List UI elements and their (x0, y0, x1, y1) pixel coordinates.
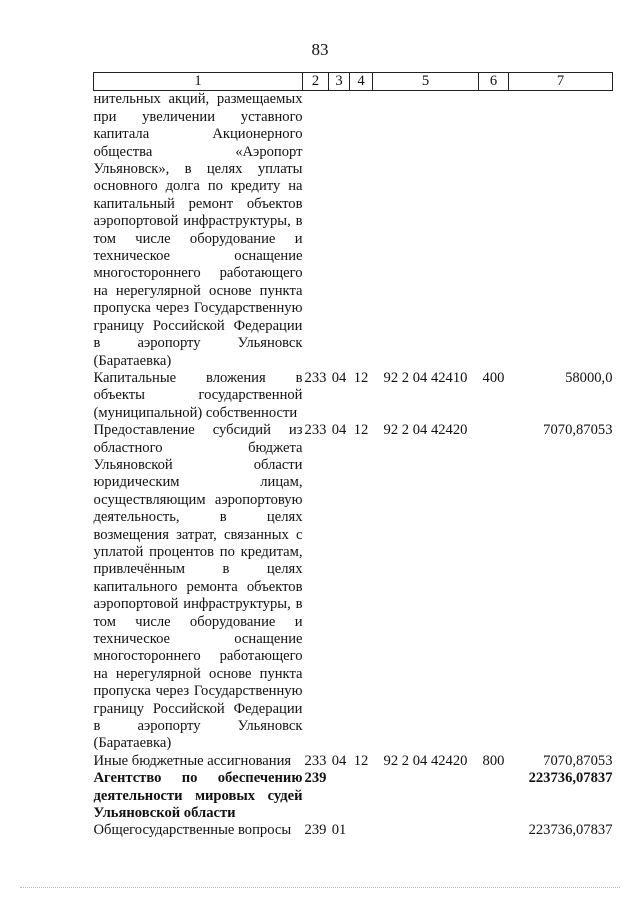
row-ministry-code: 239 (304, 822, 327, 839)
row-amount: 223736,07837 (528, 770, 613, 787)
table-row (94, 753, 613, 770)
column-header-2: 2 (303, 73, 329, 91)
row-subsection-code: 12 (353, 422, 369, 439)
scan-border (20, 887, 620, 888)
table-row (94, 91, 613, 370)
row-ministry-code (303, 91, 329, 370)
row-section-code: 04 (331, 369, 347, 386)
row-expense-type: 800 (482, 752, 505, 769)
row-amount: 7070,87053 (543, 422, 613, 439)
row-amount: 7070,87053 (543, 752, 613, 769)
row-ministry-code: 239 (304, 770, 327, 787)
row-target-code (373, 822, 479, 839)
row-target-code (373, 91, 479, 370)
row-ministry-code: 233 (304, 752, 327, 769)
budget-table (93, 72, 613, 840)
row-name: Предоставление субсидий из областного бюджета Ульяновской области юридическим лицам, осуществляющим аэропортовую деятельность, в целях возмещения затрат, связанных с уплатой процентов по кредитам, привлечённым в целях капитального ремонта объектов аэропортовой инфраструктуры, в том числе оборудование и техническое оснащение многостороннего работающего на нерегулярной основе пункта пропуска через Государственную границу Российской Федерации в аэропорту Ульяновск (Баратаевка) (93, 422, 303, 752)
row-subsection-code (350, 91, 373, 370)
row-amount: 58000,0 (565, 369, 613, 386)
column-header-5: 5 (373, 73, 479, 91)
row-section-code: 04 (331, 422, 347, 439)
row-name: Агентство по обеспечению деятельности мировых судей Ульяновской области (93, 770, 303, 822)
row-section-code (329, 770, 350, 822)
row-name: Иные бюджетные ассигнования (93, 752, 292, 769)
table-row (94, 770, 613, 822)
table-row (94, 422, 613, 753)
row-section-code (329, 91, 350, 370)
row-name: Общегосударственные вопросы (93, 822, 292, 839)
row-expense-type (479, 422, 509, 753)
table-row (94, 822, 613, 839)
column-header-7: 7 (509, 73, 613, 91)
column-header-3: 3 (329, 73, 350, 91)
column-header-6: 6 (479, 73, 509, 91)
row-name: Капитальные вложения в объекты государственной (муниципальной) собственности (93, 369, 303, 421)
row-name: нительных акций, размещаемых при увеличении уставного капитала Акционерного общества «Аэропорт Ульяновск», в целях уплаты основного долга по кредиту на капитальный ремонт объектов аэропортовой инфраструктуры, в том числе оборудование и техническое оснащение многостороннего работающего на нерегулярной основе пункта пропуска через Государственную границу Российской Федерации в аэропорту Ульяновск (Баратаевка) (93, 91, 303, 369)
column-header-1: 1 (94, 73, 303, 91)
column-header-4: 4 (350, 73, 373, 91)
row-subsection-code: 12 (353, 752, 369, 769)
row-expense-type (479, 770, 509, 822)
row-target-code: 92 2 04 42410 (383, 369, 468, 386)
page-number: 83 (311, 40, 329, 59)
row-subsection-code (350, 770, 373, 822)
row-subsection-code (350, 822, 373, 839)
row-section-code: 04 (331, 752, 347, 769)
row-ministry-code: 233 (304, 369, 327, 386)
row-target-code (373, 770, 479, 822)
row-section-code: 01 (331, 822, 347, 839)
row-target-code: 92 2 04 42420 (383, 422, 468, 439)
row-expense-type (479, 822, 509, 839)
row-amount: 223736,07837 (528, 822, 613, 839)
row-amount (509, 91, 613, 370)
header-row (94, 73, 613, 91)
row-subsection-code: 12 (353, 369, 369, 386)
row-expense-type (479, 91, 509, 370)
table-row (94, 370, 613, 422)
row-target-code: 92 2 04 42420 (383, 752, 468, 769)
row-ministry-code: 233 (304, 422, 327, 439)
row-expense-type: 400 (482, 369, 505, 386)
